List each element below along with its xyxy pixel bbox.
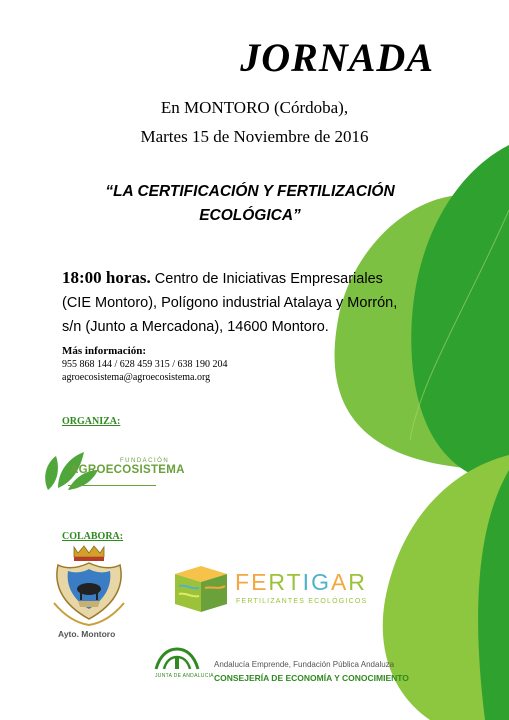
agro-underline (68, 485, 156, 486)
fertigar-letter: R (268, 569, 287, 595)
ayto-caption: Ayto. Montoro (58, 629, 116, 639)
organiza-label: ORGANIZA: (62, 416, 121, 427)
fertigar-letter: T (286, 569, 303, 595)
colabora-label: COLABORA: (62, 531, 124, 542)
junta-caption: JUNTA DE ANDALUCIA (155, 673, 214, 679)
agroecosistema-logo (70, 458, 185, 476)
headline-line-2: ECOLÓGICA” (199, 207, 301, 224)
event-date: Martes 15 de Noviembre de 2016 (140, 127, 369, 146)
fertigar-letter: I (302, 569, 312, 595)
fertigar-box-icon (173, 564, 229, 614)
fertigar-letter: G (311, 569, 331, 595)
event-details (62, 266, 492, 339)
montoro-crest-icon (52, 543, 126, 627)
fertigar-wordmark (235, 569, 367, 596)
contact-info (62, 345, 228, 384)
agro-logo-big (70, 464, 185, 476)
contact-phones: 955 868 144 / 628 459 315 / 638 190 204 (62, 359, 228, 370)
details-line-1: Centro de Iniciativas Empresariales (150, 271, 383, 287)
fertigar-letter: R (348, 569, 367, 595)
fertigar-subtitle: FERTILIZANTES ECOLÓGICOS (236, 598, 368, 605)
fertigar-letter: F (235, 569, 252, 595)
agro-logo-big-text: AGROECOSISTEMA (70, 464, 185, 476)
event-location: En MONTORO (Córdoba), (160, 98, 349, 117)
details-line-3: s/n (Junto a Mercadona), 14600 Montoro. (62, 319, 329, 335)
details-line-2: (CIE Montoro), Polígono industrial Atalaya y Morrón, (62, 295, 398, 311)
andalucia-emprende-text: Andalucía Emprende, Fundación Pública Andaluza (214, 660, 395, 669)
fertigar-letter: A (330, 569, 349, 595)
agro-logo-small: FUNDACIÓN (120, 458, 170, 464)
contact-label: Más información: (62, 345, 147, 357)
fertigar-letter: E (251, 569, 269, 595)
page-title: JORNADA (240, 35, 434, 80)
contact-email[interactable]: agroecosistema@agroecosistema.org (62, 372, 211, 383)
junta-andalucia-icon (152, 645, 202, 673)
event-time: 18:00 horas. (62, 268, 151, 287)
event-headline (60, 180, 440, 228)
headline-line-1: “LA CERTIFICACIÓN Y FERTILIZACIÓN (105, 183, 395, 200)
consejeria-text: CONSEJERÍA DE ECONOMÍA Y CONOCIMIENTO (214, 673, 409, 683)
